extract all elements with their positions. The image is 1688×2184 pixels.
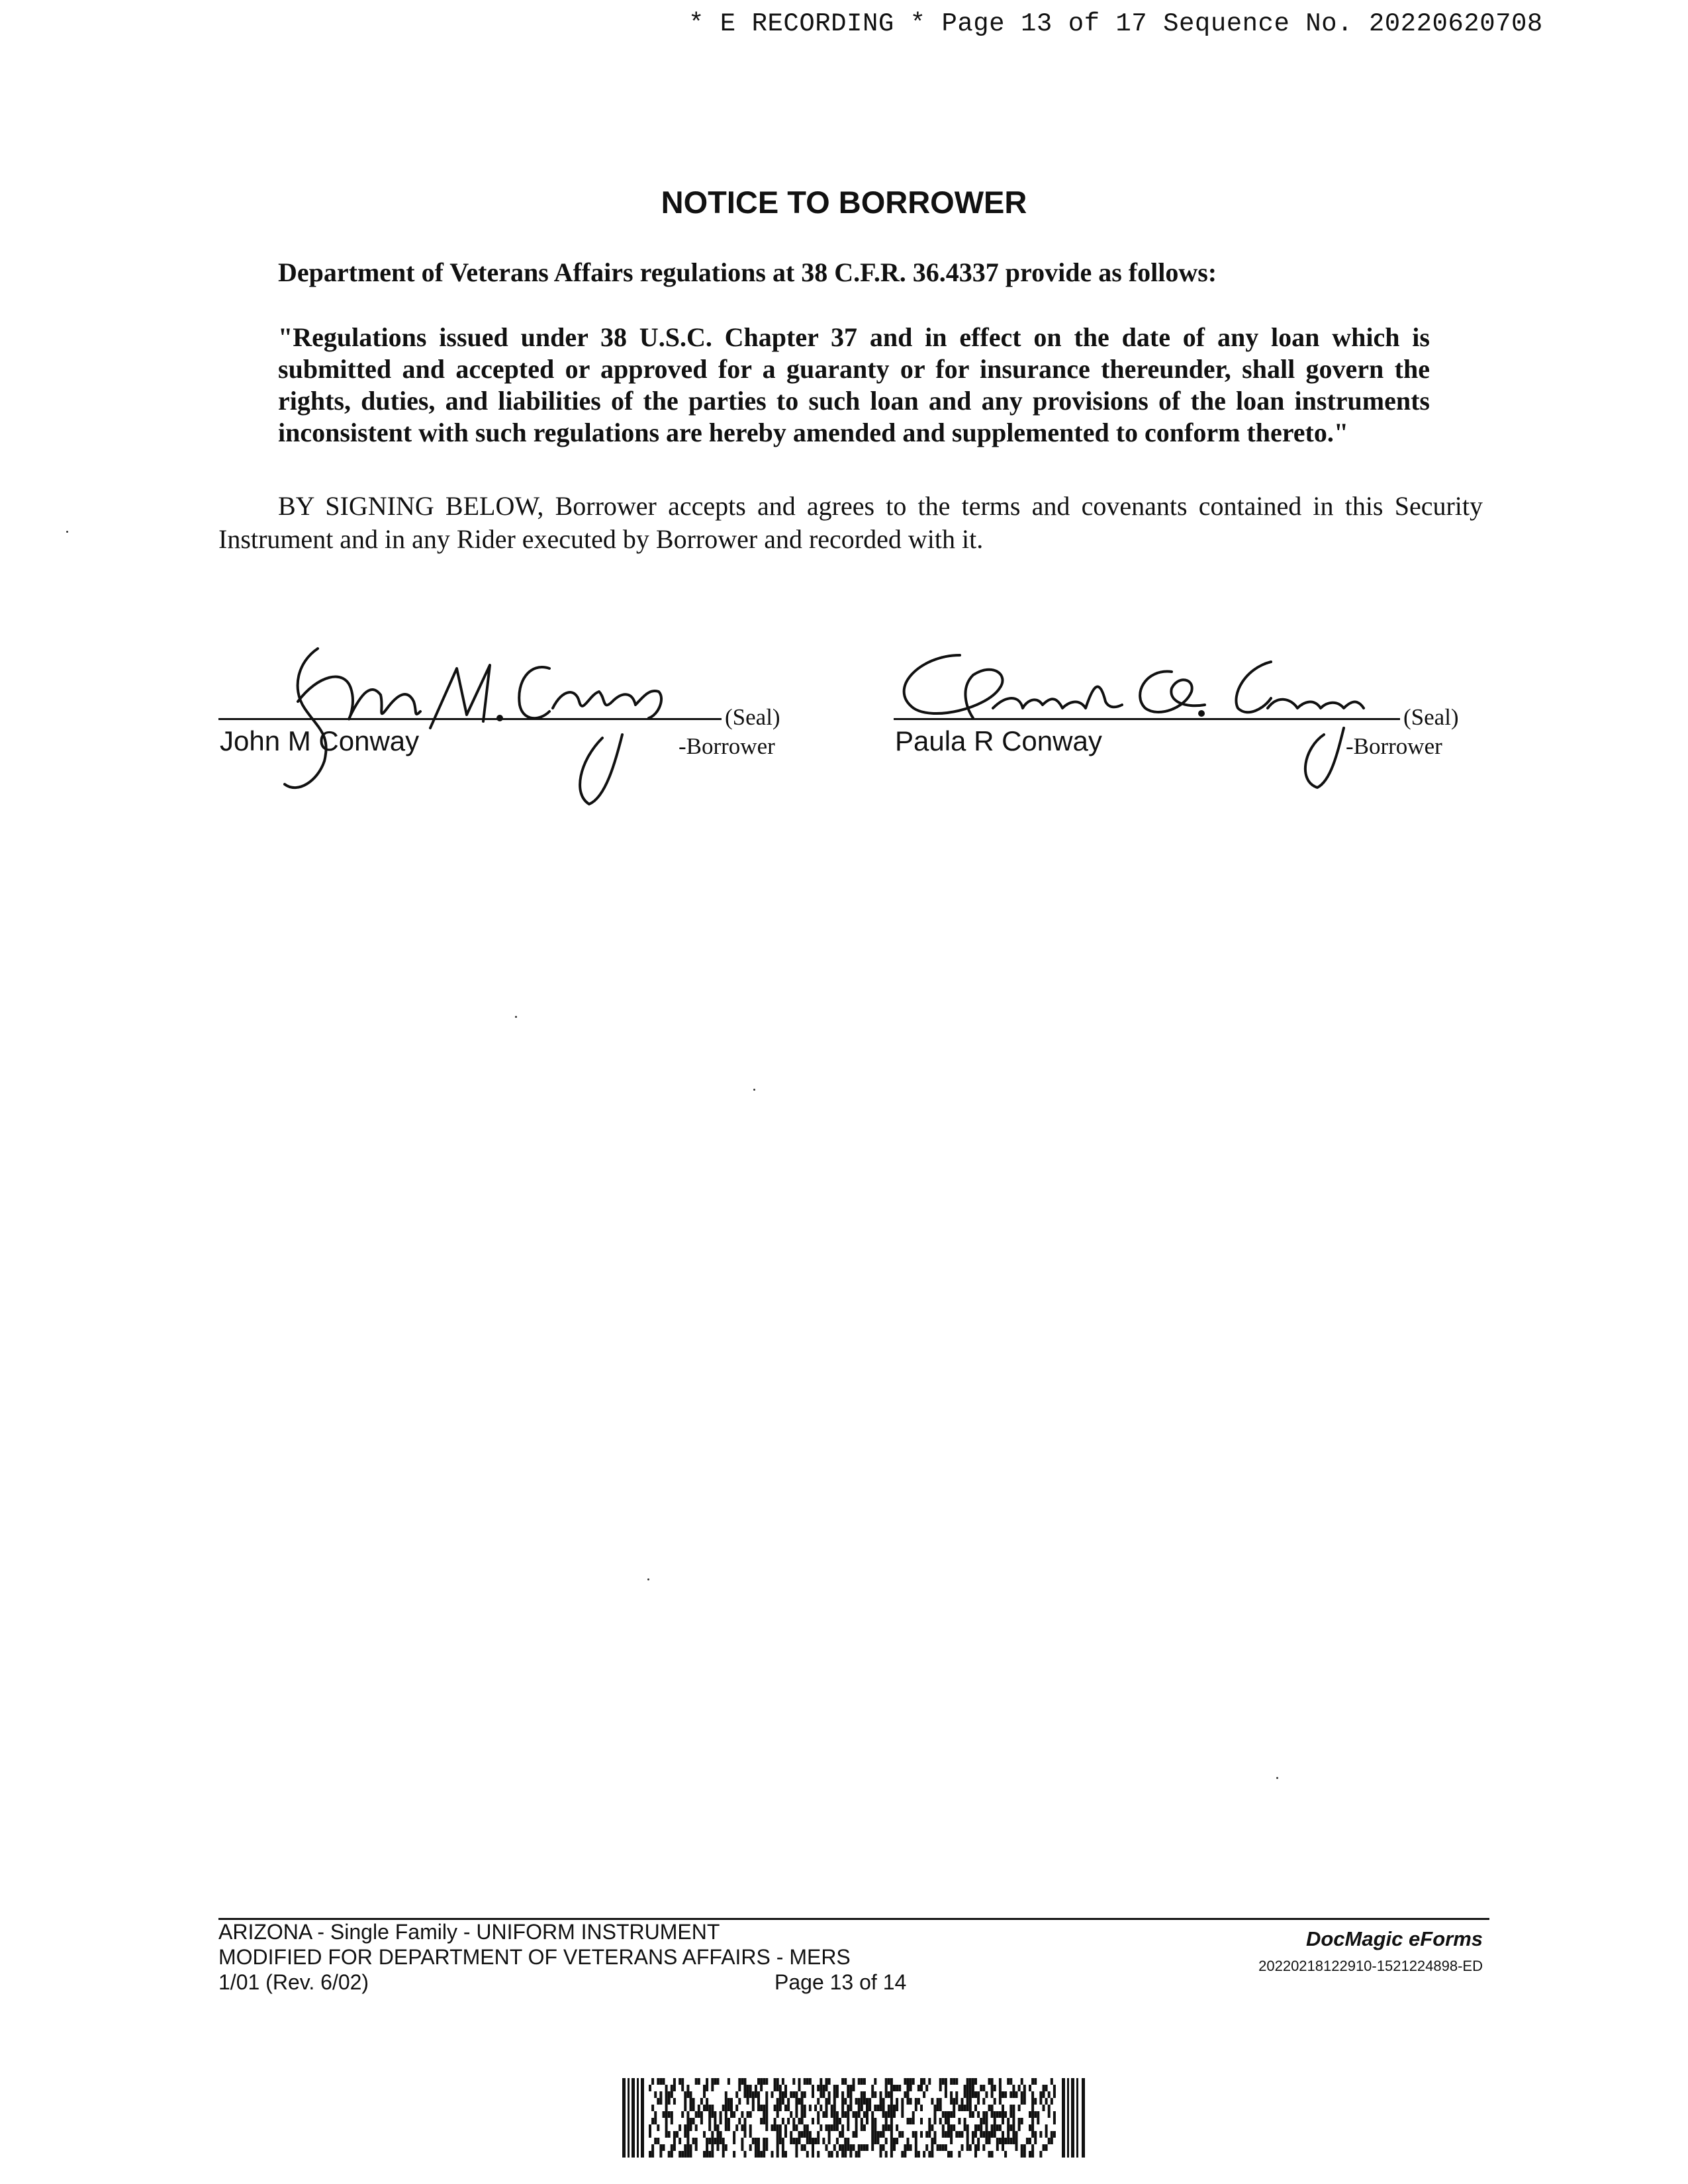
signature-block-john <box>218 635 801 821</box>
footer-form-line-2: MODIFIED FOR DEPARTMENT OF VETERANS AFFAIRS - MERS <box>218 1945 851 1969</box>
borrower-role: -Borrower <box>679 733 775 759</box>
recording-header: * E RECORDING * Page 13 of 17 Sequence No. 20220620708 <box>688 9 1543 38</box>
docmagic-logo: DocMagic eForms <box>1305 1927 1483 1950</box>
scan-speck <box>647 1578 649 1580</box>
borrower-name: Paula R Conway <box>895 725 1102 756</box>
borrower-name: John M Conway <box>220 725 420 756</box>
footer-form-line-3: 1/01 (Rev. 6/02) <box>218 1970 369 1994</box>
signing-paragraph: BY SIGNING BELOW, Borrower accepts and agrees to the terms and covenants contained in this Security Instrument and in any Rider executed by Borrower and recorded with it. <box>218 491 1483 554</box>
scan-speck <box>753 1089 755 1091</box>
scan-speck <box>1276 1777 1278 1779</box>
page-title: NOTICE TO BORROWER <box>661 185 1027 220</box>
signature-block-paula <box>894 635 1489 821</box>
borrower-role: -Borrower <box>1346 733 1442 759</box>
footer-page-number: Page 13 of 14 <box>774 1970 907 1994</box>
scan-speck <box>66 531 68 533</box>
scan-speck <box>515 1016 517 1018</box>
document-id: 20220218122910-1521224898-ED <box>1258 1958 1483 1974</box>
regulation-quote: "Regulations issued under 38 U.S.C. Chapter 37 and in effect on the date of any loan which is submitted and accepted or approved for a guaranty or for insurance thereunder, shall govern the rights, duties, and liabilities of the parties to such loan and any provisions of the loan instruments inconsistent with such regulations are hereby amended and supplemented to conform thereto." <box>278 322 1430 447</box>
seal-label: (Seal) <box>725 704 780 730</box>
regulation-intro: Department of Veterans Affairs regulations at 38 C.F.R. 36.4337 provide as follows: <box>278 257 1217 287</box>
seal-label: (Seal) <box>1403 704 1459 730</box>
barcode-image <box>622 2078 1086 2158</box>
footer-form-line-1: ARIZONA - Single Family - UNIFORM INSTRUMENT <box>218 1920 720 1944</box>
